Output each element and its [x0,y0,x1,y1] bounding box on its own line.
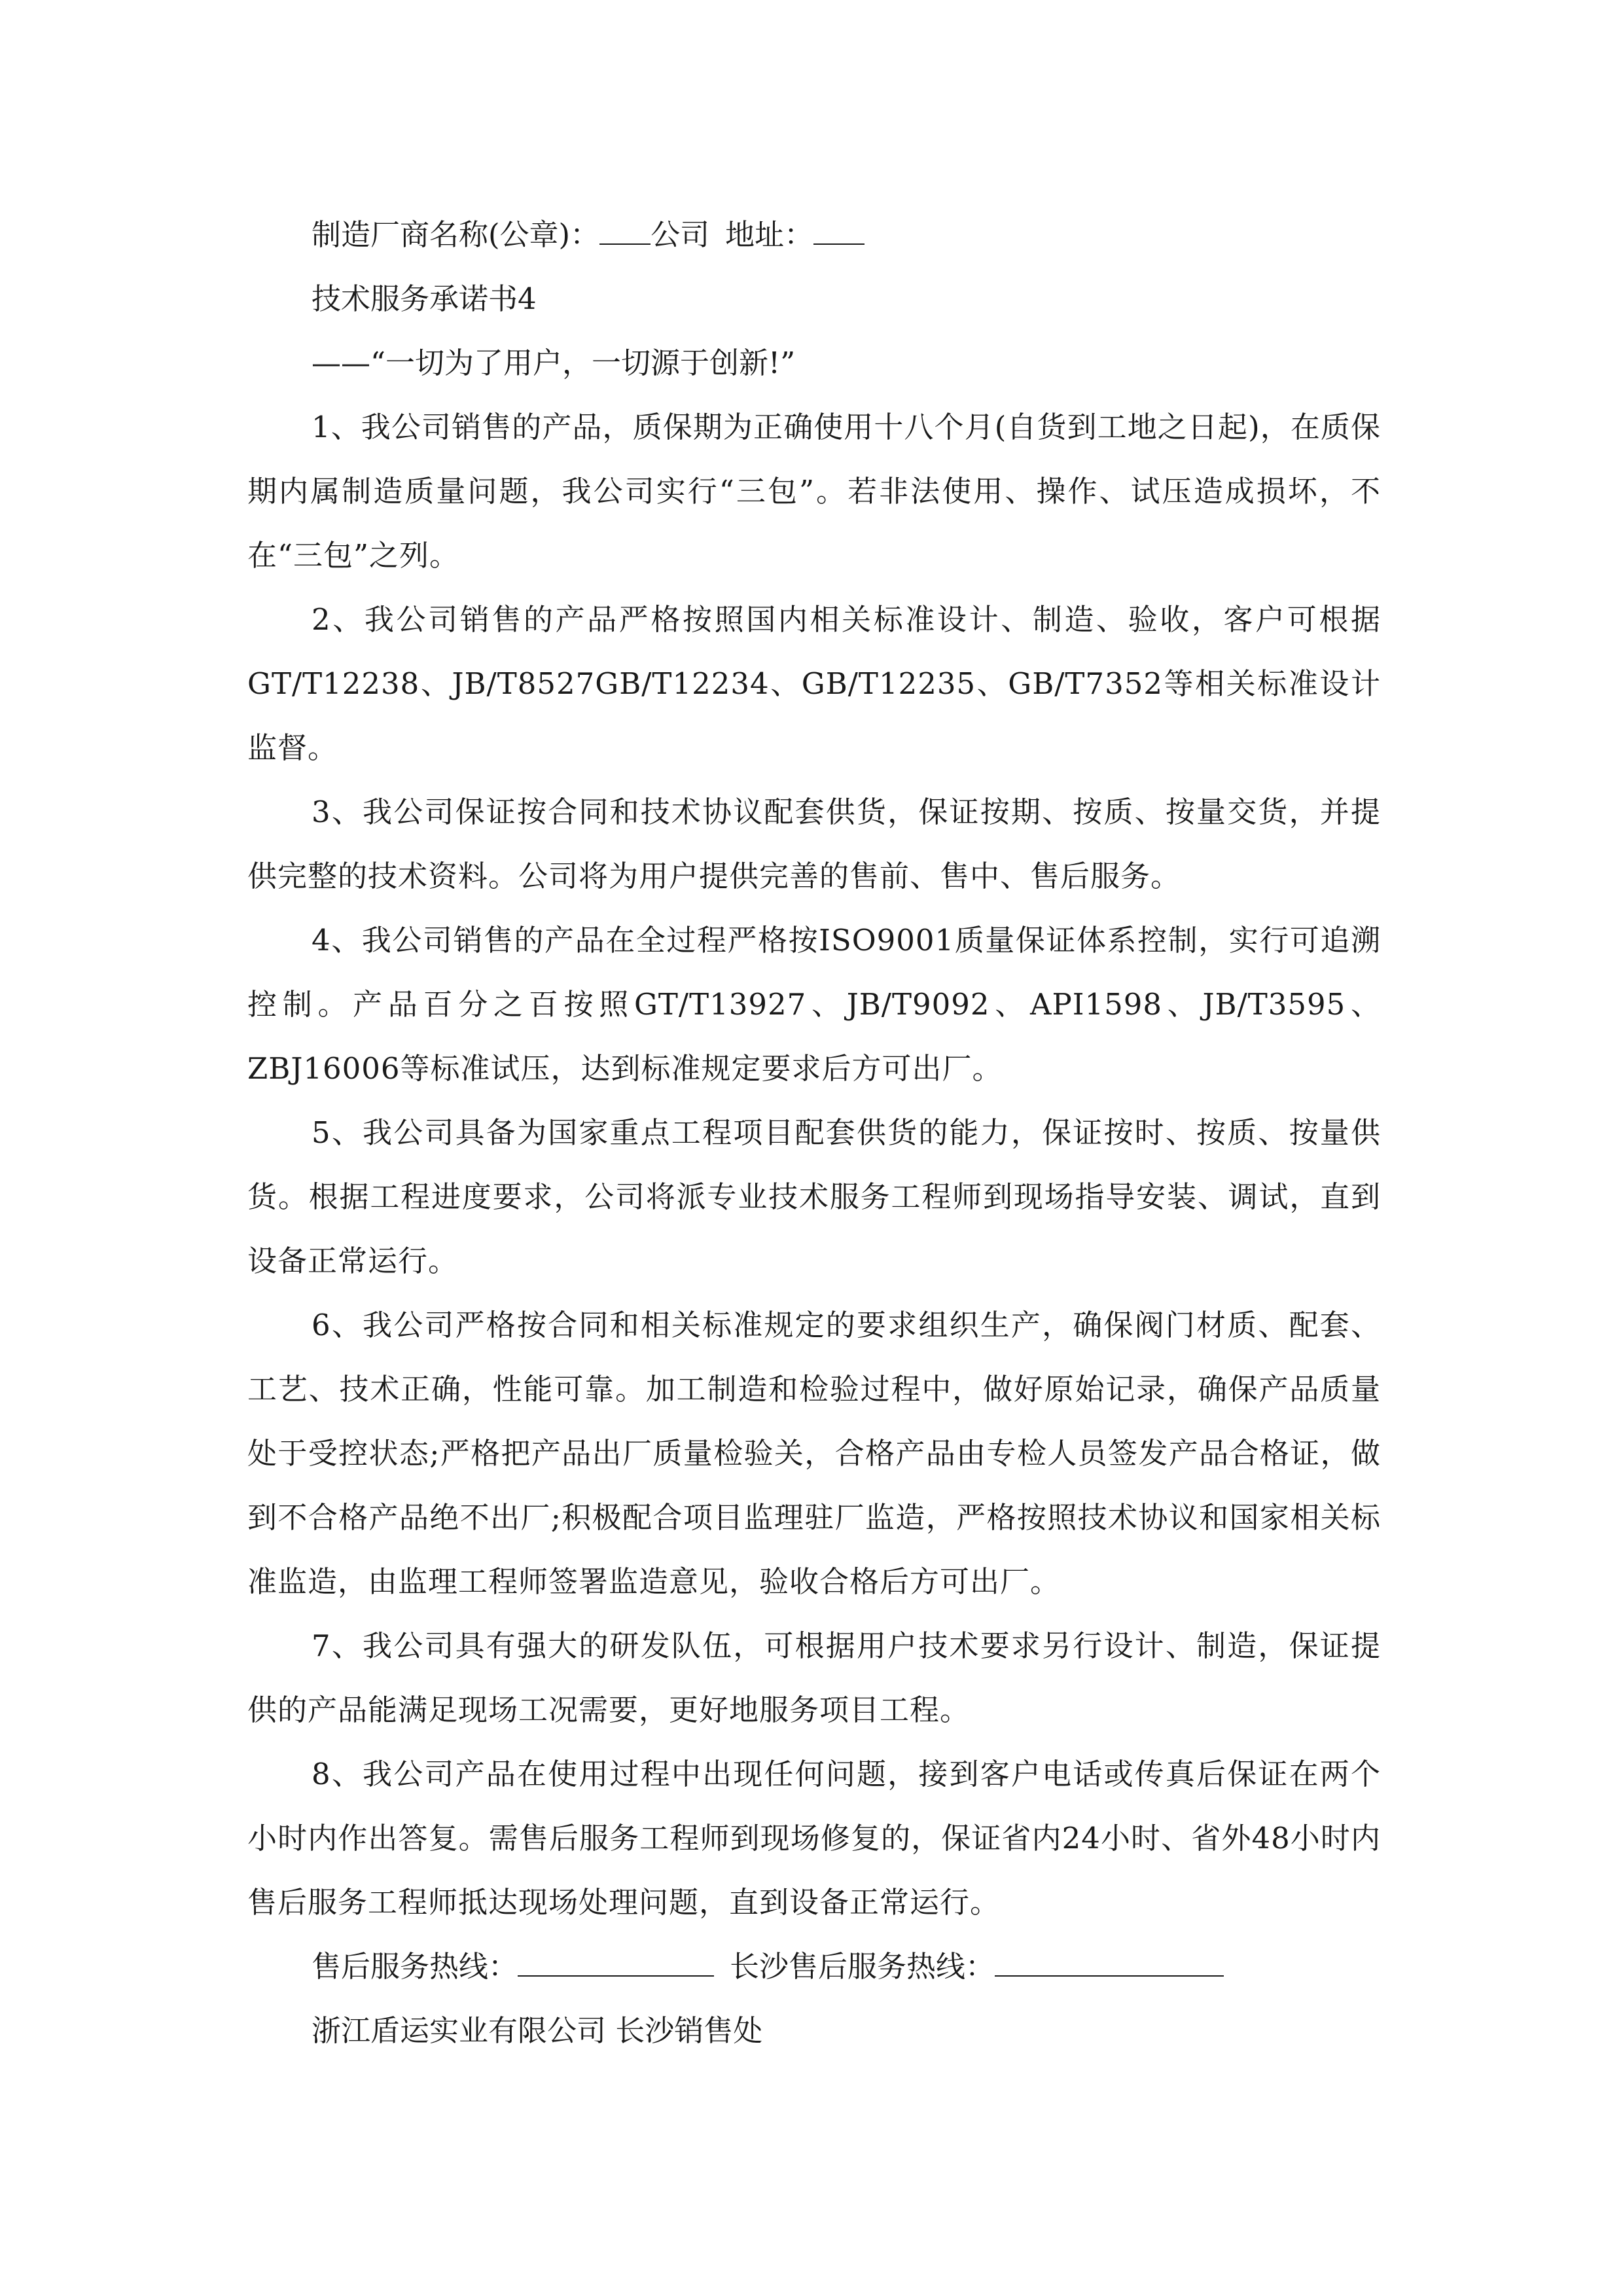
slogan: ——“一切为了用户，一切源于创新!” [312,346,796,380]
address-blank [813,217,865,245]
company-suffix: 公司 [651,217,710,252]
commitment-item-1: 1、我公司销售的产品，质保期为正确使用十八个月(自货到工地之日起)，在质保期内属制造质量问题，我公司实行“三包”。若非法使用、操作、试压造成损坏，不在“三包”之列。 [247,410,1381,573]
commitment-item-5: 5、我公司具备为国家重点工程项目配套供货的能力，保证按时、按质、按量供货。根据工程进度要求，公司将派专业技术服务工程师到现场指导安装、调试，直到设备正常运行。 [247,1115,1381,1278]
changsha-hotline-blank [995,1949,1224,1977]
document-title: 技术服务承诺书4 [312,281,537,316]
commitment-item-7: 7、我公司具有强大的研发队伍，可根据用户技术要求另行设计、制造，保证提供的产品能满足现场工况需要，更好地服务项目工程。 [247,1628,1381,1727]
footer-company: 浙江盾运实业有限公司 长沙销售处 [312,2013,763,2048]
commitment-item-8: 8、我公司产品在使用过程中出现任何问题，接到客户电话或传真后保证在两个小时内作出答复。需售后服务工程师到现场修复的，保证省内24小时、省外48小时内售后服务工程师抵达现场处理问题，直到设备正常运行。 [247,1757,1381,1920]
address-label: 地址： [725,217,814,252]
manufacturer-line [247,203,1381,267]
service-hotline-label: 售后服务热线： [312,1949,518,1984]
service-hotline-blank [518,1949,714,1977]
commitment-item-3: 3、我公司保证按合同和技术协议配套供货，保证按期、按质、按量交货，并提供完整的技术资料。公司将为用户提供完善的售前、售中、售后服务。 [247,795,1381,893]
commitment-item-6: 6、我公司严格按合同和相关标准规定的要求组织生产，确保阀门材质、配套、工艺、技术正确，性能可靠。加工制造和检验过程中，做好原始记录，确保产品质量处于受控状态;严格把产品出厂质量检验关，合格产品由专检人员签发产品合格证，做到不合格产品绝不出厂;积极配合项目监理驻厂监造，严格按照技术协议和国家相关标准监造，由监理工程师签署监造意见，验收合格后方可出厂。 [247,1308,1381,1599]
document-page [247,203,1381,2063]
hotline-line [247,1935,1381,1999]
commitment-item-4: 4、我公司销售的产品在全过程严格按ISO9001质量保证体系控制，实行可追溯控制。产品百分之百按照GT/T13927、JB/T9092、API1598、JB/T3595、ZBJ16006等标准试压，达到标准规定要求后方可出厂。 [247,923,1381,1086]
changsha-hotline-label: 长沙售后服务热线： [730,1949,995,1984]
commitment-item-2: 2、我公司销售的产品严格按照国内相关标准设计、制造、验收，客户可根据GT/T12238、JB/T8527GB/T12234、GB/T12235、GB/T7352等相关标准设计监督。 [247,602,1381,765]
company-name-blank [599,217,651,245]
manufacturer-label: 制造厂商名称(公章)： [312,217,600,252]
